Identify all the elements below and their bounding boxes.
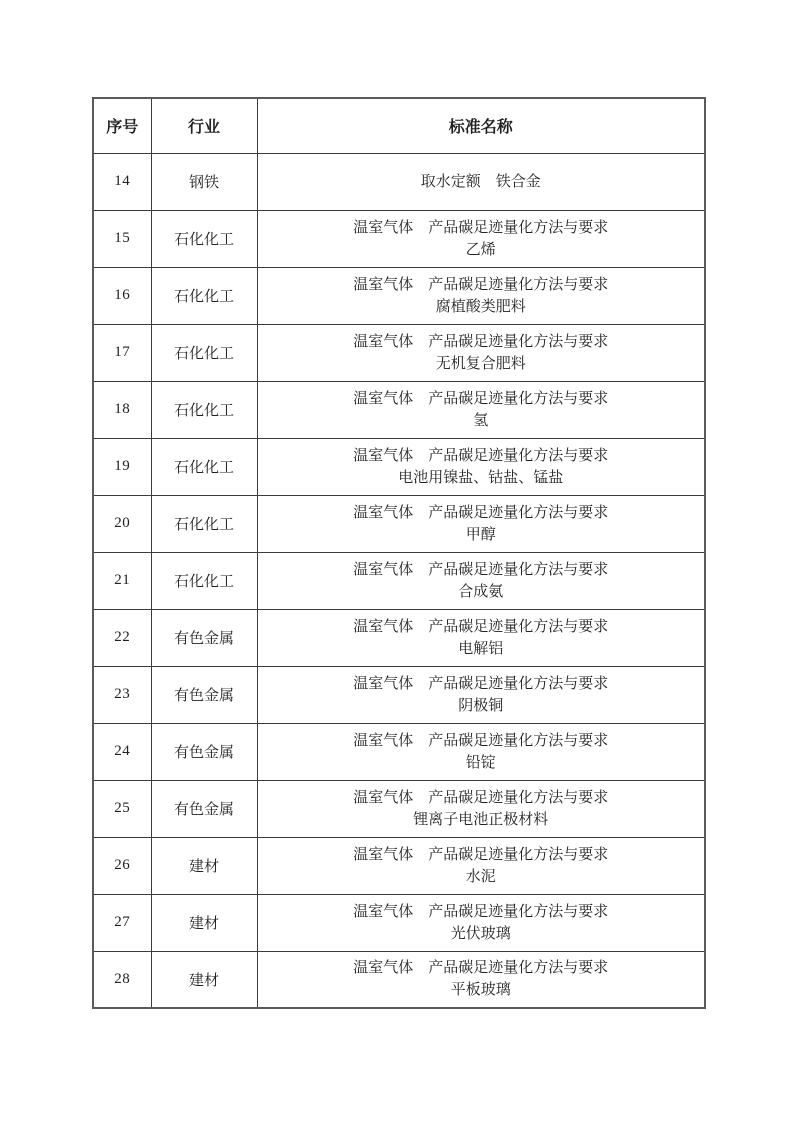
table-header-row <box>93 98 705 153</box>
row-number: 17 <box>93 324 151 381</box>
table-row <box>93 552 705 609</box>
row-number: 26 <box>93 837 151 894</box>
table-row <box>93 324 705 381</box>
standard-name-line2: 光伏玻璃 <box>450 925 511 942</box>
standard-name-line2: 电池用镍盐、钴盐、锰盐 <box>398 469 564 486</box>
table-row <box>93 780 705 837</box>
standard-name-cell <box>257 210 705 267</box>
standard-name-cell <box>257 837 705 894</box>
standard-name-cell <box>257 153 705 210</box>
standard-name-cell <box>257 552 705 609</box>
row-number: 20 <box>93 495 151 552</box>
table-row <box>93 153 705 210</box>
column-header-industry: 行业 <box>151 98 257 153</box>
table-row <box>93 894 705 951</box>
standard-name-cell <box>257 381 705 438</box>
standards-table <box>92 97 706 1009</box>
standard-name-line1: 温室气体 产品碳足迹量化方法与要求 <box>353 219 609 236</box>
standard-name-line2: 无机复合肥料 <box>435 355 526 372</box>
standard-name-line2: 合成氨 <box>458 583 504 600</box>
standard-name-line2: 腐植酸类肥料 <box>435 298 526 315</box>
row-number: 14 <box>93 153 151 210</box>
standard-name-cell <box>257 780 705 837</box>
table-row <box>93 210 705 267</box>
standard-name-line2: 氢 <box>473 412 489 429</box>
standard-name-line2: 乙烯 <box>465 241 496 258</box>
standard-name-line1: 取水定额 铁合金 <box>420 173 541 190</box>
industry-cell: 有色金属 <box>151 780 257 837</box>
standard-name-line1: 温室气体 产品碳足迹量化方法与要求 <box>353 561 609 578</box>
table-row <box>93 495 705 552</box>
column-header-number: 序号 <box>93 98 151 153</box>
standard-name-cell <box>257 609 705 666</box>
standard-name-cell <box>257 267 705 324</box>
standard-name-line1: 温室气体 产品碳足迹量化方法与要求 <box>353 732 609 749</box>
industry-cell: 石化化工 <box>151 324 257 381</box>
standard-name-line1: 温室气体 产品碳足迹量化方法与要求 <box>353 504 609 521</box>
standard-name-line2: 甲醇 <box>465 526 496 543</box>
industry-cell: 钢铁 <box>151 153 257 210</box>
industry-cell: 建材 <box>151 951 257 1008</box>
table-row <box>93 837 705 894</box>
row-number: 23 <box>93 666 151 723</box>
standard-name-cell <box>257 894 705 951</box>
row-number: 19 <box>93 438 151 495</box>
standard-name-cell <box>257 723 705 780</box>
row-number: 24 <box>93 723 151 780</box>
standard-name-cell <box>257 324 705 381</box>
standard-name-cell <box>257 438 705 495</box>
row-number: 28 <box>93 951 151 1008</box>
industry-cell: 有色金属 <box>151 609 257 666</box>
table-row <box>93 267 705 324</box>
row-number: 21 <box>93 552 151 609</box>
table-row <box>93 438 705 495</box>
row-number: 27 <box>93 894 151 951</box>
standard-name-cell <box>257 495 705 552</box>
column-header-standard-name: 标准名称 <box>257 98 705 153</box>
table-row <box>93 951 705 1008</box>
table-row <box>93 381 705 438</box>
standard-name-line1: 温室气体 产品碳足迹量化方法与要求 <box>353 960 609 977</box>
standard-name-line1: 温室气体 产品碳足迹量化方法与要求 <box>353 846 609 863</box>
standard-name-line1: 温室气体 产品碳足迹量化方法与要求 <box>353 903 609 920</box>
standard-name-line1: 温室气体 产品碳足迹量化方法与要求 <box>353 333 609 350</box>
industry-cell: 石化化工 <box>151 381 257 438</box>
industry-cell: 有色金属 <box>151 723 257 780</box>
row-number: 25 <box>93 780 151 837</box>
standard-name-line1: 温室气体 产品碳足迹量化方法与要求 <box>353 276 609 293</box>
row-number: 16 <box>93 267 151 324</box>
industry-cell: 石化化工 <box>151 552 257 609</box>
industry-cell: 石化化工 <box>151 495 257 552</box>
industry-cell: 石化化工 <box>151 267 257 324</box>
standard-name-cell <box>257 951 705 1008</box>
standard-name-line2: 电解铝 <box>458 640 504 657</box>
standard-name-line1: 温室气体 产品碳足迹量化方法与要求 <box>353 447 609 464</box>
table-row <box>93 666 705 723</box>
industry-cell: 石化化工 <box>151 210 257 267</box>
industry-cell: 建材 <box>151 894 257 951</box>
row-number: 15 <box>93 210 151 267</box>
standard-name-line2: 阴极铜 <box>458 697 504 714</box>
standard-name-line2: 锂离子电池正极材料 <box>413 811 549 828</box>
standard-name-line1: 温室气体 产品碳足迹量化方法与要求 <box>353 789 609 806</box>
table-row <box>93 609 705 666</box>
row-number: 18 <box>93 381 151 438</box>
standard-name-line1: 温室气体 产品碳足迹量化方法与要求 <box>353 675 609 692</box>
standard-name-line2: 铅锭 <box>465 754 496 771</box>
row-number: 22 <box>93 609 151 666</box>
industry-cell: 有色金属 <box>151 666 257 723</box>
industry-cell: 石化化工 <box>151 438 257 495</box>
standard-name-line2: 水泥 <box>465 868 496 885</box>
standard-name-line1: 温室气体 产品碳足迹量化方法与要求 <box>353 390 609 407</box>
standard-name-cell <box>257 666 705 723</box>
standard-name-line2: 平板玻璃 <box>450 982 511 999</box>
standard-name-line1: 温室气体 产品碳足迹量化方法与要求 <box>353 618 609 635</box>
industry-cell: 建材 <box>151 837 257 894</box>
table-row <box>93 723 705 780</box>
